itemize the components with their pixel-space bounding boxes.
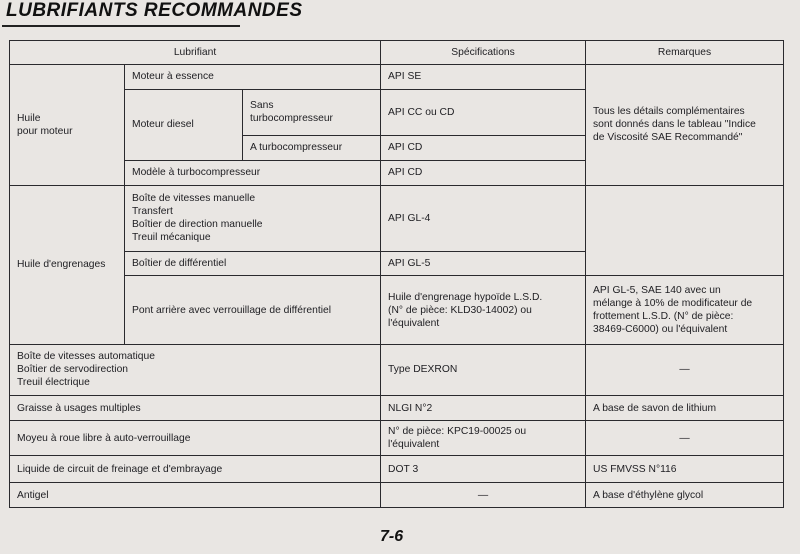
table-row xyxy=(10,421,784,456)
engine-oil-remark: Tous les détails complémentaires sont donnés dans le tableau "Indice de Viscosité SAE Recommandé" xyxy=(586,64,784,185)
title-underline xyxy=(2,25,240,27)
gear-oil-label: Huile d'engrenages xyxy=(10,185,125,344)
freewheel-hub-spec: N° de pièce: KPC19-00025 ou l'équivalent xyxy=(381,421,586,456)
table-row xyxy=(10,483,784,508)
lubricants-table xyxy=(9,40,784,508)
no-turbo-spec: API CC ou CD xyxy=(381,89,586,135)
brake-fluid-remark: US FMVSS N°116 xyxy=(586,456,784,483)
table-row xyxy=(10,456,784,483)
with-turbo-label: A turbocompresseur xyxy=(243,136,381,161)
atf-spec: Type DEXRON xyxy=(381,344,586,396)
page-number: 7-6 xyxy=(380,528,404,545)
grease-label: Graisse à usages multiples xyxy=(10,396,381,421)
lsd-axle-remark: API GL-5, SAE 140 avec un mélange à 10% de modificateur de frottement L.S.D. (N° de pièce: 38469-C6000) ou l'équivalent xyxy=(586,276,784,344)
with-turbo-spec: API CD xyxy=(381,136,586,161)
table-header-row xyxy=(10,41,784,65)
antifreeze-remark: A base d'éthylène glycol xyxy=(586,483,784,508)
turbo-model-label: Modèle à turbocompresseur xyxy=(125,160,381,185)
header-specifications: Spécifications xyxy=(381,41,586,65)
brake-fluid-label: Liquide de circuit de freinage et d'embrayage xyxy=(10,456,381,483)
no-turbo-label: Sans turbocompresseur xyxy=(243,89,381,135)
antifreeze-label: Antigel xyxy=(10,483,381,508)
grease-spec: NLGI N°2 xyxy=(381,396,586,421)
atf-remark: — xyxy=(586,344,784,396)
table-row xyxy=(10,396,784,421)
petrol-engine-spec: API SE xyxy=(381,64,586,89)
table-row xyxy=(10,185,784,251)
atf-group-label: Boîte de vitesses automatique Boîtier de servodirection Treuil électrique xyxy=(10,344,381,396)
freewheel-hub-remark: — xyxy=(586,421,784,456)
freewheel-hub-label: Moyeu à roue libre à auto-verrouillage xyxy=(10,421,381,456)
diesel-engine-label: Moteur diesel xyxy=(125,89,243,160)
differential-spec: API GL-5 xyxy=(381,251,586,276)
page-title: LUBRIFIANTS RECOMMANDES xyxy=(6,0,303,21)
differential-label: Boîtier de différentiel xyxy=(125,251,381,276)
grease-remark: A base de savon de lithium xyxy=(586,396,784,421)
manual-gearbox-group: Boîte de vitesses manuelle Transfert Boîtier de direction manuelle Treuil mécanique xyxy=(125,185,381,251)
table-row xyxy=(10,64,784,89)
lsd-axle-label: Pont arrière avec verrouillage de différentiel xyxy=(125,276,381,344)
table-row xyxy=(10,276,784,344)
manual-gearbox-spec: API GL-4 xyxy=(381,185,586,251)
lsd-axle-spec: Huile d'engrenage hypoïde L.S.D. (N° de pièce: KLD30-14002) ou l'équivalent xyxy=(381,276,586,344)
brake-fluid-spec: DOT 3 xyxy=(381,456,586,483)
header-remarks: Remarques xyxy=(586,41,784,65)
gear-oil-remark-empty xyxy=(586,185,784,276)
header-lubricant: Lubrifiant xyxy=(10,41,381,65)
antifreeze-spec: — xyxy=(381,483,586,508)
petrol-engine-label: Moteur à essence xyxy=(125,64,381,89)
turbo-model-spec: API CD xyxy=(381,160,586,185)
engine-oil-label: Huile pour moteur xyxy=(10,64,125,185)
table-row xyxy=(10,344,784,396)
